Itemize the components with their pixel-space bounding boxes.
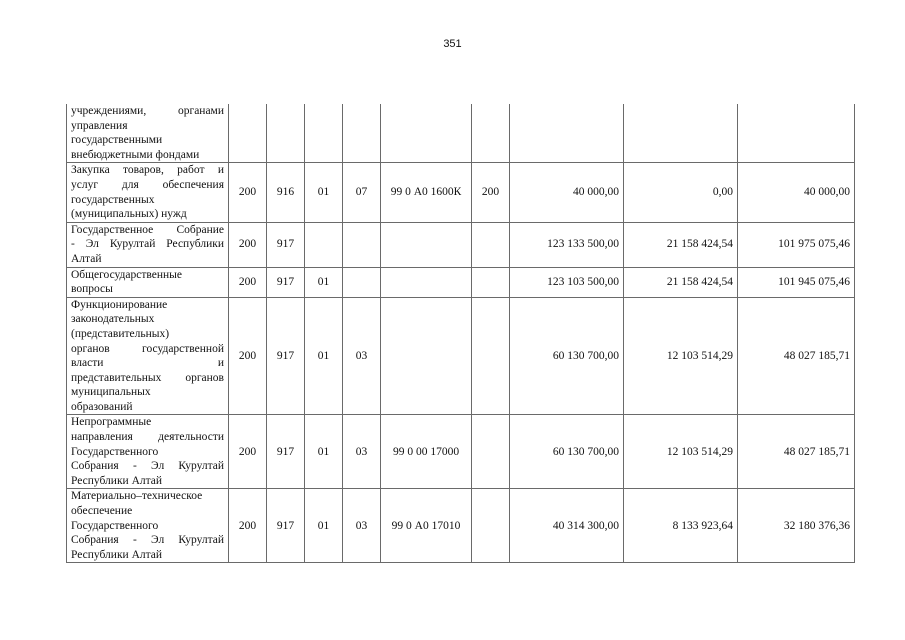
expense-name-line: органов государственной	[71, 342, 224, 355]
expense-name-line: (представительных)	[71, 327, 170, 340]
expense-name-line: обеспечение	[71, 505, 133, 518]
subsection-code-cell: 07	[343, 163, 381, 222]
subsection-code-cell: 03	[343, 415, 381, 489]
remainder-amount-cell: 101 945 075,46	[738, 267, 855, 297]
target-article-cell	[381, 267, 472, 297]
expense-name-cell	[67, 222, 229, 267]
expense-name-line: внебюджетными фондами	[71, 148, 200, 161]
section-code-cell: 01	[305, 415, 343, 489]
expense-name-line: услуг для обеспечения	[71, 178, 224, 191]
table-row	[67, 163, 855, 222]
expense-name-cell	[67, 489, 229, 563]
expense-name-line: Непрограммные	[71, 416, 152, 429]
approved-amount-cell: 123 103 500,00	[510, 267, 624, 297]
executed-amount-cell: 8 133 923,64	[624, 489, 738, 563]
expense-name-line: образований	[71, 400, 133, 413]
executed-amount-cell	[624, 104, 738, 163]
expense-name-line: Республики Алтай	[71, 474, 163, 487]
expense-name-line: законодательных	[71, 313, 155, 326]
expense-name-line: Государственное Собрание	[71, 223, 224, 236]
expense-name-line: направления деятельности	[71, 431, 224, 444]
table-row	[67, 104, 855, 163]
expense-name-line: вопросы	[71, 283, 113, 296]
expense-type-cell	[472, 222, 510, 267]
admin-code-cell	[229, 104, 267, 163]
section-code-cell: 01	[305, 489, 343, 563]
approved-amount-cell: 60 130 700,00	[510, 415, 624, 489]
subsection-code-cell: 03	[343, 489, 381, 563]
admin-code-cell: 200	[229, 415, 267, 489]
section-code-cell: 01	[305, 297, 343, 415]
expense-name-line: государственными	[71, 134, 163, 147]
expense-type-cell	[472, 415, 510, 489]
table-body	[67, 104, 855, 563]
subsection-code-cell: 03	[343, 297, 381, 415]
admin-code-cell: 200	[229, 489, 267, 563]
expense-name-line: Государственного	[71, 445, 159, 458]
executed-amount-cell: 0,00	[624, 163, 738, 222]
ministry-code-cell: 917	[267, 267, 305, 297]
expense-type-cell	[472, 297, 510, 415]
expense-name-line: Государственного	[71, 519, 159, 532]
ministry-code-cell: 917	[267, 297, 305, 415]
expense-type-cell	[472, 104, 510, 163]
expense-name-line: управления	[71, 119, 128, 132]
expense-name-cell	[67, 297, 229, 415]
section-code-cell: 01	[305, 163, 343, 222]
remainder-amount-cell: 101 975 075,46	[738, 222, 855, 267]
approved-amount-cell	[510, 104, 624, 163]
target-article-cell	[381, 222, 472, 267]
ministry-code-cell: 917	[267, 415, 305, 489]
expense-name-line: (муниципальных) нужд	[71, 208, 187, 221]
target-article-cell: 99 0 00 17000	[381, 415, 472, 489]
ministry-code-cell: 916	[267, 163, 305, 222]
expense-name-line: учреждениями, органами	[71, 105, 224, 117]
section-code-cell	[305, 104, 343, 163]
table-row	[67, 267, 855, 297]
expense-name-line: - Эл Курултай Республики	[71, 238, 224, 251]
executed-amount-cell: 21 158 424,54	[624, 267, 738, 297]
approved-amount-cell: 40 314 300,00	[510, 489, 624, 563]
expense-type-cell: 200	[472, 163, 510, 222]
expense-name-cell	[67, 415, 229, 489]
expense-name-line: Материально–техническое	[71, 490, 203, 503]
approved-amount-cell: 60 130 700,00	[510, 297, 624, 415]
executed-amount-cell: 12 103 514,29	[624, 297, 738, 415]
executed-amount-cell: 21 158 424,54	[624, 222, 738, 267]
remainder-amount-cell: 48 027 185,71	[738, 297, 855, 415]
table-row	[67, 415, 855, 489]
ministry-code-cell: 917	[267, 222, 305, 267]
table-row	[67, 297, 855, 415]
admin-code-cell: 200	[229, 297, 267, 415]
expense-name-cell	[67, 163, 229, 222]
expense-name-line: Общегосударственные	[71, 268, 183, 281]
ministry-code-cell	[267, 104, 305, 163]
target-article-cell	[381, 297, 472, 415]
target-article-cell	[381, 104, 472, 163]
expense-name-line: Собрания - Эл Курултай	[71, 534, 224, 547]
executed-amount-cell: 12 103 514,29	[624, 415, 738, 489]
admin-code-cell: 200	[229, 222, 267, 267]
subsection-code-cell	[343, 267, 381, 297]
budget-table	[66, 104, 855, 563]
table-row	[67, 489, 855, 563]
expense-name-line: Республики Алтай	[71, 548, 163, 561]
expense-name-line: власти и	[71, 357, 224, 370]
section-code-cell: 01	[305, 267, 343, 297]
table-row	[67, 222, 855, 267]
expense-name-line: государственных	[71, 193, 155, 206]
remainder-amount-cell: 40 000,00	[738, 163, 855, 222]
expense-name-line: представительных органов	[71, 371, 224, 384]
remainder-amount-cell: 32 180 376,36	[738, 489, 855, 563]
subsection-code-cell	[343, 104, 381, 163]
admin-code-cell: 200	[229, 267, 267, 297]
remainder-amount-cell	[738, 104, 855, 163]
remainder-amount-cell: 48 027 185,71	[738, 415, 855, 489]
expense-type-cell	[472, 489, 510, 563]
target-article-cell: 99 0 А0 1600К	[381, 163, 472, 222]
expense-type-cell	[472, 267, 510, 297]
expense-name-cell	[67, 267, 229, 297]
page-number: 351	[443, 38, 462, 50]
expense-name-line: Функционирование	[71, 298, 168, 311]
ministry-code-cell: 917	[267, 489, 305, 563]
expense-name-line: Закупка товаров, работ и	[71, 164, 224, 177]
expense-name-line: Собрания - Эл Курултай	[71, 460, 224, 473]
section-code-cell	[305, 222, 343, 267]
expense-name-line: Алтай	[71, 252, 102, 265]
approved-amount-cell: 40 000,00	[510, 163, 624, 222]
expense-name-cell	[67, 104, 229, 163]
expense-name-line: муниципальных	[71, 386, 151, 399]
target-article-cell: 99 0 А0 17010	[381, 489, 472, 563]
approved-amount-cell: 123 133 500,00	[510, 222, 624, 267]
admin-code-cell: 200	[229, 163, 267, 222]
subsection-code-cell	[343, 222, 381, 267]
